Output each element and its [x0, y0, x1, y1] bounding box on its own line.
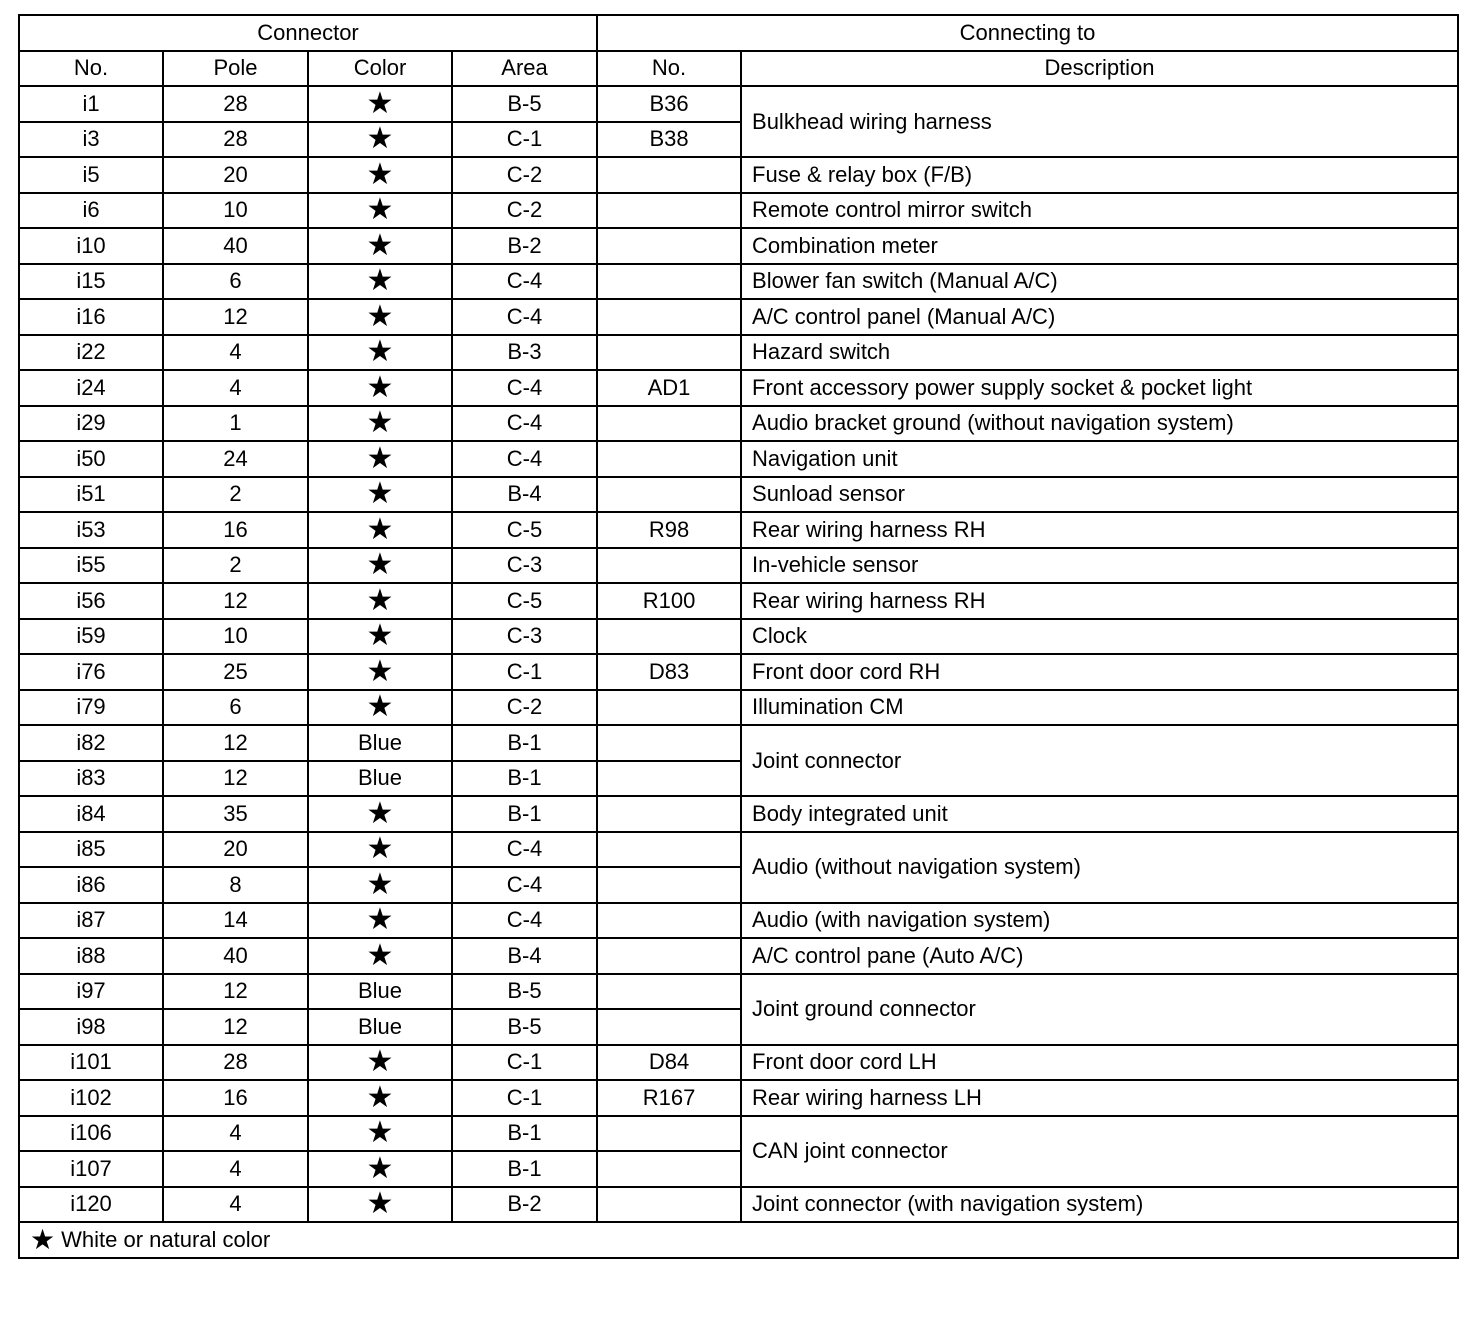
cell-pole: 4	[163, 1116, 308, 1152]
table-row	[19, 228, 1458, 264]
cell-area: C-1	[452, 654, 597, 690]
star-icon: ★	[308, 335, 452, 371]
table-row	[19, 264, 1458, 300]
table-row	[19, 796, 1458, 832]
star-icon: ★	[308, 157, 452, 193]
star-icon: ★	[308, 832, 452, 868]
cell-description: Hazard switch	[741, 335, 1458, 371]
cell-connector-no: i50	[19, 441, 163, 477]
table-row	[19, 157, 1458, 193]
cell-description: Remote control mirror switch	[741, 193, 1458, 229]
cell-connector-no: i59	[19, 619, 163, 655]
cell-description: Bulkhead wiring harness	[741, 86, 1458, 157]
star-icon: ★	[308, 1116, 452, 1152]
cell-pole: 12	[163, 761, 308, 797]
cell-connector-no: i10	[19, 228, 163, 264]
cell-connecting-no	[597, 690, 741, 726]
cell-pole: 2	[163, 548, 308, 584]
cell-area: B-4	[452, 938, 597, 974]
cell-connector-no: i87	[19, 903, 163, 939]
cell-pole: 28	[163, 86, 308, 122]
cell-connector-no: i56	[19, 583, 163, 619]
cell-connector-no: i86	[19, 867, 163, 903]
star-icon: ★	[308, 370, 452, 406]
cell-connecting-no	[597, 548, 741, 584]
cell-connector-no: i5	[19, 157, 163, 193]
cell-connecting-no	[597, 832, 741, 868]
star-icon: ★	[308, 548, 452, 584]
cell-pole: 24	[163, 441, 308, 477]
table-row	[19, 619, 1458, 655]
table-row	[19, 725, 1458, 761]
cell-connector-no: i15	[19, 264, 163, 300]
cell-area: B-1	[452, 1116, 597, 1152]
column-header-no: No.	[19, 51, 163, 87]
table-row	[19, 370, 1458, 406]
cell-pole: 35	[163, 796, 308, 832]
cell-connecting-no	[597, 264, 741, 300]
cell-connector-no: i29	[19, 406, 163, 442]
star-icon: ★	[308, 938, 452, 974]
column-header-description: Description	[741, 51, 1458, 87]
star-icon: ★	[308, 477, 452, 513]
table-row	[19, 477, 1458, 513]
cell-description: Joint connector	[741, 725, 1458, 796]
cell-description: Blower fan switch (Manual A/C)	[741, 264, 1458, 300]
cell-connector-no: i84	[19, 796, 163, 832]
star-icon: ★	[308, 193, 452, 229]
cell-connecting-no	[597, 1009, 741, 1045]
cell-connecting-no	[597, 406, 741, 442]
cell-area: C-4	[452, 299, 597, 335]
cell-connector-no: i51	[19, 477, 163, 513]
cell-description: A/C control panel (Manual A/C)	[741, 299, 1458, 335]
cell-connecting-no: D83	[597, 654, 741, 690]
cell-connecting-no: D84	[597, 1045, 741, 1081]
cell-description: A/C control pane (Auto A/C)	[741, 938, 1458, 974]
cell-connecting-no	[597, 193, 741, 229]
cell-pole: 10	[163, 619, 308, 655]
cell-connecting-no: R100	[597, 583, 741, 619]
cell-description: Front door cord LH	[741, 1045, 1458, 1081]
star-icon: ★	[308, 406, 452, 442]
star-icon: ★	[308, 690, 452, 726]
cell-description: CAN joint connector	[741, 1116, 1458, 1187]
cell-area: C-1	[452, 1080, 597, 1116]
cell-area: C-2	[452, 157, 597, 193]
star-icon: ★	[308, 441, 452, 477]
star-icon: ★	[308, 122, 452, 158]
cell-connecting-no	[597, 228, 741, 264]
footnote	[19, 1222, 1458, 1258]
star-icon: ★	[308, 1045, 452, 1081]
cell-pole: 6	[163, 264, 308, 300]
cell-area: C-1	[452, 122, 597, 158]
cell-connector-no: i88	[19, 938, 163, 974]
cell-pole: 12	[163, 725, 308, 761]
cell-area: C-4	[452, 406, 597, 442]
cell-area: C-4	[452, 264, 597, 300]
cell-connector-no: i83	[19, 761, 163, 797]
cell-connector-no: i85	[19, 832, 163, 868]
footnote-row	[19, 1222, 1458, 1258]
cell-pole: 14	[163, 903, 308, 939]
cell-description: Navigation unit	[741, 441, 1458, 477]
cell-area: B-2	[452, 228, 597, 264]
cell-area: B-2	[452, 1187, 597, 1223]
cell-area: C-2	[452, 690, 597, 726]
table-row	[19, 1116, 1458, 1152]
star-icon: ★	[30, 1223, 56, 1255]
cell-pole: 8	[163, 867, 308, 903]
cell-connector-no: i82	[19, 725, 163, 761]
cell-pole: 20	[163, 157, 308, 193]
cell-pole: 40	[163, 228, 308, 264]
cell-area: B-1	[452, 1151, 597, 1187]
cell-connector-no: i1	[19, 86, 163, 122]
cell-pole: 25	[163, 654, 308, 690]
column-header-pole: Pole	[163, 51, 308, 87]
cell-pole: 12	[163, 583, 308, 619]
star-icon: ★	[308, 1151, 452, 1187]
cell-connecting-no	[597, 867, 741, 903]
cell-pole: 4	[163, 1151, 308, 1187]
cell-description: Illumination CM	[741, 690, 1458, 726]
cell-connector-no: i16	[19, 299, 163, 335]
column-header-row	[19, 51, 1458, 87]
cell-description: Rear wiring harness RH	[741, 512, 1458, 548]
star-icon: ★	[308, 264, 452, 300]
cell-connector-no: i97	[19, 974, 163, 1010]
cell-connecting-no	[597, 157, 741, 193]
cell-connecting-no	[597, 477, 741, 513]
cell-area: B-4	[452, 477, 597, 513]
star-icon: ★	[308, 583, 452, 619]
group-header-connecting-to: Connecting to	[597, 15, 1458, 51]
star-icon: ★	[308, 654, 452, 690]
table-row	[19, 441, 1458, 477]
column-header-connecting-no: No.	[597, 51, 741, 87]
star-icon: ★	[308, 512, 452, 548]
cell-connecting-no	[597, 619, 741, 655]
cell-description: Rear wiring harness RH	[741, 583, 1458, 619]
cell-connecting-no	[597, 1187, 741, 1223]
cell-connector-no: i55	[19, 548, 163, 584]
cell-connecting-no: R167	[597, 1080, 741, 1116]
cell-connecting-no	[597, 974, 741, 1010]
cell-connector-no: i101	[19, 1045, 163, 1081]
cell-connecting-no	[597, 1116, 741, 1152]
table-row	[19, 1045, 1458, 1081]
cell-connecting-no	[597, 938, 741, 974]
cell-connector-no: i76	[19, 654, 163, 690]
cell-area: C-4	[452, 370, 597, 406]
table-row	[19, 335, 1458, 371]
cell-color: Blue	[308, 725, 452, 761]
cell-connecting-no	[597, 761, 741, 797]
cell-area: B-5	[452, 86, 597, 122]
table-row	[19, 406, 1458, 442]
cell-pole: 16	[163, 512, 308, 548]
cell-description: Fuse & relay box (F/B)	[741, 157, 1458, 193]
cell-pole: 40	[163, 938, 308, 974]
cell-connecting-no	[597, 796, 741, 832]
cell-connecting-no	[597, 903, 741, 939]
group-header-connector: Connector	[19, 15, 597, 51]
cell-area: C-5	[452, 583, 597, 619]
table-row	[19, 903, 1458, 939]
cell-area: C-4	[452, 867, 597, 903]
connector-table	[18, 14, 1459, 1259]
cell-area: C-2	[452, 193, 597, 229]
cell-area: B-3	[452, 335, 597, 371]
cell-area: C-4	[452, 441, 597, 477]
cell-connector-no: i98	[19, 1009, 163, 1045]
table-row	[19, 654, 1458, 690]
cell-pole: 4	[163, 1187, 308, 1223]
cell-connector-no: i22	[19, 335, 163, 371]
star-icon: ★	[308, 619, 452, 655]
cell-pole: 10	[163, 193, 308, 229]
cell-connector-no: i102	[19, 1080, 163, 1116]
cell-area: B-1	[452, 796, 597, 832]
cell-connector-no: i53	[19, 512, 163, 548]
star-icon: ★	[308, 299, 452, 335]
table-row	[19, 193, 1458, 229]
cell-description: Clock	[741, 619, 1458, 655]
cell-connecting-no: AD1	[597, 370, 741, 406]
cell-connecting-no	[597, 725, 741, 761]
group-header-row	[19, 15, 1458, 51]
table-row	[19, 512, 1458, 548]
cell-description: Combination meter	[741, 228, 1458, 264]
cell-connector-no: i3	[19, 122, 163, 158]
star-icon: ★	[308, 1187, 452, 1223]
cell-area: C-4	[452, 832, 597, 868]
cell-pole: 20	[163, 832, 308, 868]
cell-connector-no: i107	[19, 1151, 163, 1187]
cell-connector-no: i106	[19, 1116, 163, 1152]
cell-connecting-no	[597, 299, 741, 335]
table-row	[19, 974, 1458, 1010]
cell-description: Audio (without navigation system)	[741, 832, 1458, 903]
star-icon: ★	[308, 1080, 452, 1116]
cell-pole: 4	[163, 335, 308, 371]
table-row	[19, 938, 1458, 974]
cell-connecting-no	[597, 441, 741, 477]
cell-color: Blue	[308, 1009, 452, 1045]
star-icon: ★	[308, 796, 452, 832]
cell-connecting-no: R98	[597, 512, 741, 548]
star-icon: ★	[308, 86, 452, 122]
cell-description: Body integrated unit	[741, 796, 1458, 832]
cell-description: Joint connector (with navigation system)	[741, 1187, 1458, 1223]
cell-area: B-1	[452, 761, 597, 797]
cell-pole: 16	[163, 1080, 308, 1116]
cell-pole: 28	[163, 122, 308, 158]
cell-connector-no: i6	[19, 193, 163, 229]
cell-area: C-5	[452, 512, 597, 548]
cell-description: Audio (with navigation system)	[741, 903, 1458, 939]
table-row	[19, 690, 1458, 726]
cell-description: In-vehicle sensor	[741, 548, 1458, 584]
star-icon: ★	[308, 903, 452, 939]
cell-color: Blue	[308, 761, 452, 797]
table-body	[19, 86, 1458, 1222]
cell-area: C-4	[452, 903, 597, 939]
cell-pole: 12	[163, 1009, 308, 1045]
cell-description: Front accessory power supply socket & pocket light	[741, 370, 1458, 406]
cell-connecting-no: B36	[597, 86, 741, 122]
cell-description: Joint ground connector	[741, 974, 1458, 1045]
cell-pole: 2	[163, 477, 308, 513]
column-header-color: Color	[308, 51, 452, 87]
table-row	[19, 299, 1458, 335]
cell-pole: 28	[163, 1045, 308, 1081]
cell-area: B-1	[452, 725, 597, 761]
table-row	[19, 86, 1458, 122]
cell-description: Front door cord RH	[741, 654, 1458, 690]
cell-connecting-no	[597, 335, 741, 371]
star-icon: ★	[308, 867, 452, 903]
table-row	[19, 832, 1458, 868]
table-row	[19, 1187, 1458, 1223]
cell-description: Audio bracket ground (without navigation system)	[741, 406, 1458, 442]
cell-pole: 4	[163, 370, 308, 406]
column-header-area: Area	[452, 51, 597, 87]
cell-connector-no: i120	[19, 1187, 163, 1223]
table-row	[19, 1080, 1458, 1116]
cell-area: B-5	[452, 974, 597, 1010]
table-row	[19, 548, 1458, 584]
cell-area: B-5	[452, 1009, 597, 1045]
star-icon: ★	[308, 228, 452, 264]
cell-area: C-3	[452, 548, 597, 584]
cell-description: Rear wiring harness LH	[741, 1080, 1458, 1116]
cell-area: C-1	[452, 1045, 597, 1081]
cell-connector-no: i24	[19, 370, 163, 406]
cell-connecting-no	[597, 1151, 741, 1187]
table-row	[19, 583, 1458, 619]
cell-connecting-no: B38	[597, 122, 741, 158]
cell-connector-no: i79	[19, 690, 163, 726]
cell-pole: 6	[163, 690, 308, 726]
cell-pole: 12	[163, 299, 308, 335]
cell-pole: 12	[163, 974, 308, 1010]
cell-pole: 1	[163, 406, 308, 442]
cell-description: Sunload sensor	[741, 477, 1458, 513]
cell-area: C-3	[452, 619, 597, 655]
cell-color: Blue	[308, 974, 452, 1010]
footnote-text: White or natural color	[61, 1226, 271, 1252]
